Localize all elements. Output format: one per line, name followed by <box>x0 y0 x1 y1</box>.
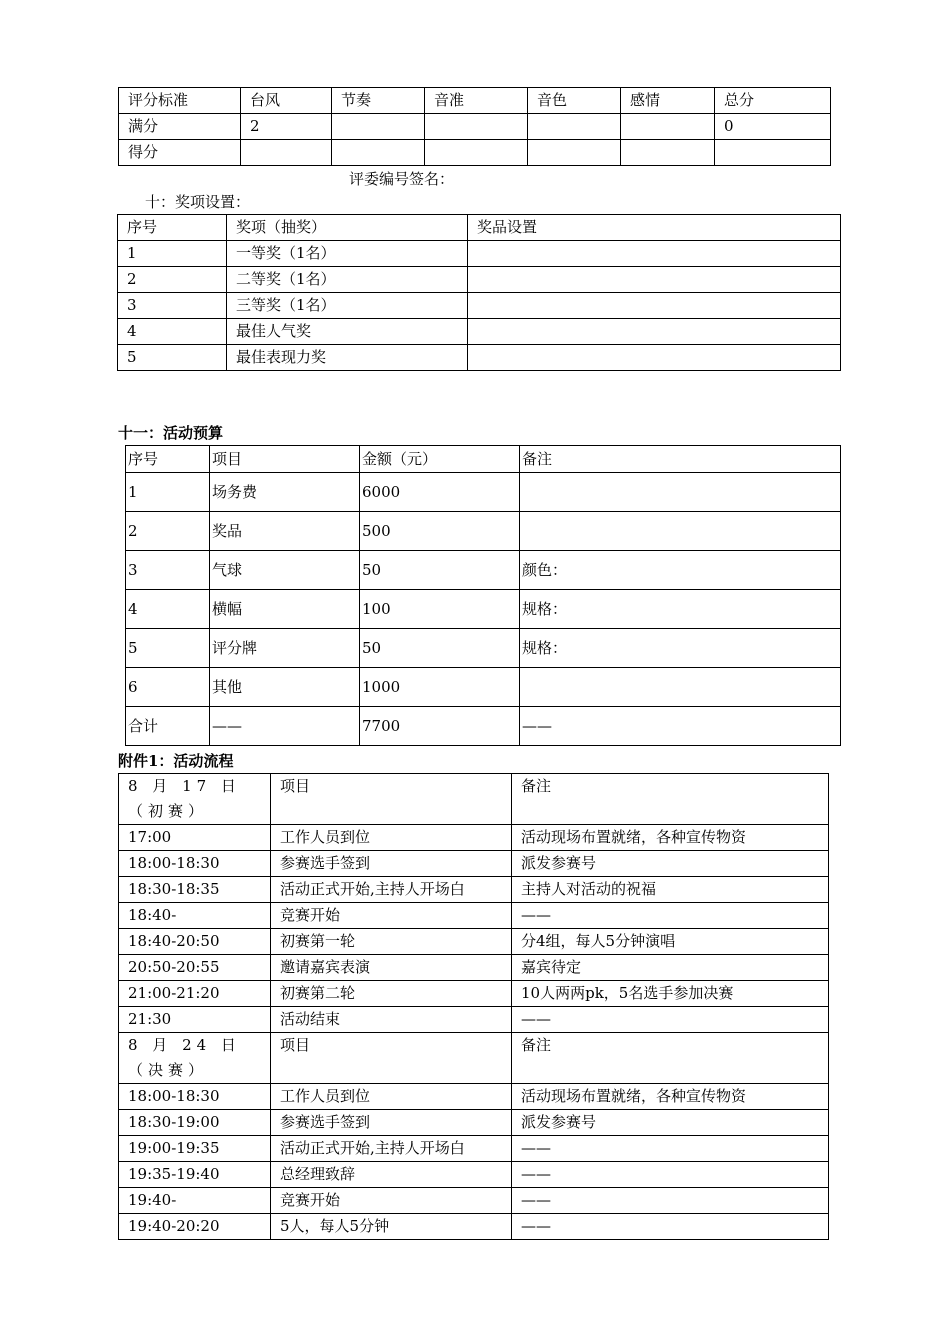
score-cell <box>425 114 528 140</box>
flow-cell: —— <box>512 1007 829 1033</box>
score-cell <box>528 114 621 140</box>
flow-header-cell: 备注 <box>512 1033 829 1084</box>
table-row <box>119 825 829 851</box>
score-header-cell: 节奏 <box>332 88 425 114</box>
flow-table <box>118 773 829 1240</box>
budget-table <box>125 445 841 746</box>
table-row <box>126 473 841 512</box>
budget-total-row <box>126 707 841 746</box>
flow-cell: 活动结束 <box>271 1007 512 1033</box>
budget-cell: 规格： <box>520 590 841 629</box>
awards-heading: 十：奖项设置： <box>145 193 251 211</box>
flow-cell: 派发参赛号 <box>512 851 829 877</box>
awards-cell: 三等奖（1名） <box>227 293 468 319</box>
table-row <box>119 1214 829 1240</box>
table-row <box>119 955 829 981</box>
budget-cell: 50 <box>360 551 520 590</box>
budget-cell: 横幅 <box>210 590 360 629</box>
flow-cell: 竞赛开始 <box>271 903 512 929</box>
flow-header-cell: 备注 <box>512 774 829 825</box>
budget-header-cell: 备注 <box>520 446 841 473</box>
budget-cell: 50 <box>360 629 520 668</box>
budget-header-cell: 项目 <box>210 446 360 473</box>
score-got-row <box>119 140 831 166</box>
flow-cell: 活动现场布置就绪，各种宣传物资 <box>512 825 829 851</box>
flow-cell: 19:40- <box>119 1188 271 1214</box>
awards-cell: 二等奖（1名） <box>227 267 468 293</box>
table-row <box>119 929 829 955</box>
final-header-row <box>119 1033 829 1084</box>
flow-cell: 初赛第一轮 <box>271 929 512 955</box>
table-row <box>119 1007 829 1033</box>
awards-cell: 最佳人气奖 <box>227 319 468 345</box>
flow-cell: 竞赛开始 <box>271 1188 512 1214</box>
flow-cell: —— <box>512 1136 829 1162</box>
score-header-cell: 音色 <box>528 88 621 114</box>
flow-cell: 21:30 <box>119 1007 271 1033</box>
score-cell <box>332 114 425 140</box>
table-row <box>119 877 829 903</box>
flow-cell: —— <box>512 1214 829 1240</box>
flow-cell: 19:35-19:40 <box>119 1162 271 1188</box>
score-cell <box>241 140 332 166</box>
budget-header-cell: 金额（元） <box>360 446 520 473</box>
score-cell: 0 <box>715 114 831 140</box>
score-header-cell: 音准 <box>425 88 528 114</box>
budget-cell: 6 <box>126 668 210 707</box>
budget-cell: 1000 <box>360 668 520 707</box>
awards-cell <box>468 293 841 319</box>
score-header-cell: 总分 <box>715 88 831 114</box>
flow-cell: 17:00 <box>119 825 271 851</box>
flow-cell: 邀请嘉宾表演 <box>271 955 512 981</box>
flow-cell: 嘉宾待定 <box>512 955 829 981</box>
flow-cell: 派发参赛号 <box>512 1110 829 1136</box>
flow-cell: 18:00-18:30 <box>119 851 271 877</box>
table-row <box>126 551 841 590</box>
table-row <box>126 512 841 551</box>
budget-cell: 颜色： <box>520 551 841 590</box>
flow-cell: 活动正式开始,主持人开场白 <box>271 1136 512 1162</box>
flow-cell: 18:40- <box>119 903 271 929</box>
budget-cell: 奖品 <box>210 512 360 551</box>
final-date-cell: 8 月 24 日（决赛） <box>119 1033 271 1084</box>
flow-heading: 附件1：活动流程 <box>118 752 234 770</box>
table-row <box>119 1136 829 1162</box>
flow-header-cell: 项目 <box>271 1033 512 1084</box>
budget-cell: 6000 <box>360 473 520 512</box>
awards-cell <box>468 319 841 345</box>
score-cell <box>425 140 528 166</box>
budget-cell: —— <box>520 707 841 746</box>
score-header-cell: 台风 <box>241 88 332 114</box>
budget-cell <box>520 473 841 512</box>
flow-cell: —— <box>512 1162 829 1188</box>
score-cell <box>715 140 831 166</box>
flow-cell: 20:50-20:55 <box>119 955 271 981</box>
table-row <box>118 293 841 319</box>
table-row <box>118 319 841 345</box>
score-header-cell: 感情 <box>621 88 715 114</box>
table-row <box>119 903 829 929</box>
budget-cell: 评分牌 <box>210 629 360 668</box>
awards-cell: 最佳表现力奖 <box>227 345 468 371</box>
awards-cell <box>468 267 841 293</box>
budget-cell: 7700 <box>360 707 520 746</box>
awards-cell <box>468 345 841 371</box>
table-row <box>119 1084 829 1110</box>
flow-cell: 参赛选手签到 <box>271 1110 512 1136</box>
budget-cell: 合计 <box>126 707 210 746</box>
score-cell <box>332 140 425 166</box>
flow-cell: 18:30-19:00 <box>119 1110 271 1136</box>
flow-cell: 分4组，每人5分钟演唱 <box>512 929 829 955</box>
budget-header-cell: 序号 <box>126 446 210 473</box>
awards-cell: 1 <box>118 241 227 267</box>
flow-cell: —— <box>512 1188 829 1214</box>
awards-header-cell: 序号 <box>118 215 227 241</box>
table-row <box>126 590 841 629</box>
table-row <box>118 345 841 371</box>
awards-header-cell: 奖项（抽奖） <box>227 215 468 241</box>
flow-cell: 10人两两pk，5名选手参加决赛 <box>512 981 829 1007</box>
budget-cell: 2 <box>126 512 210 551</box>
flow-cell: 活动正式开始,主持人开场白 <box>271 877 512 903</box>
flow-cell: 工作人员到位 <box>271 825 512 851</box>
budget-cell: 1 <box>126 473 210 512</box>
table-row <box>126 668 841 707</box>
score-table <box>118 87 831 166</box>
flow-cell: 初赛第二轮 <box>271 981 512 1007</box>
table-row <box>119 1188 829 1214</box>
flow-cell: 19:00-19:35 <box>119 1136 271 1162</box>
table-row <box>126 629 841 668</box>
table-row <box>119 851 829 877</box>
budget-cell: 5 <box>126 629 210 668</box>
flow-cell: 主持人对活动的祝福 <box>512 877 829 903</box>
budget-heading: 十一：活动预算 <box>118 424 224 442</box>
score-cell <box>528 140 621 166</box>
judge-sign-label: 评委编号签名： <box>349 170 455 188</box>
score-full-row <box>119 114 831 140</box>
budget-cell <box>520 512 841 551</box>
budget-cell: 场务费 <box>210 473 360 512</box>
awards-cell: 4 <box>118 319 227 345</box>
budget-cell: 3 <box>126 551 210 590</box>
budget-cell: 100 <box>360 590 520 629</box>
score-header-cell: 评分标准 <box>119 88 241 114</box>
flow-cell: 参赛选手签到 <box>271 851 512 877</box>
budget-cell: 其他 <box>210 668 360 707</box>
budget-cell: 气球 <box>210 551 360 590</box>
budget-cell: 规格： <box>520 629 841 668</box>
awards-cell: 5 <box>118 345 227 371</box>
awards-header-row <box>118 215 841 241</box>
score-cell: 得分 <box>119 140 241 166</box>
awards-cell: 一等奖（1名） <box>227 241 468 267</box>
flow-cell: 21:00-21:20 <box>119 981 271 1007</box>
flow-cell: 总经理致辞 <box>271 1162 512 1188</box>
budget-header-row <box>126 446 841 473</box>
table-row <box>119 981 829 1007</box>
budget-cell <box>520 668 841 707</box>
budget-cell: —— <box>210 707 360 746</box>
awards-header-cell: 奖品设置 <box>468 215 841 241</box>
score-cell: 满分 <box>119 114 241 140</box>
awards-cell <box>468 241 841 267</box>
flow-cell: 5人，每人5分钟 <box>271 1214 512 1240</box>
table-row <box>118 241 841 267</box>
table-row <box>119 1162 829 1188</box>
table-row <box>119 1110 829 1136</box>
score-cell <box>621 140 715 166</box>
budget-cell: 500 <box>360 512 520 551</box>
prelim-header-row <box>119 774 829 825</box>
flow-header-cell: 项目 <box>271 774 512 825</box>
flow-cell: 18:30-18:35 <box>119 877 271 903</box>
flow-cell: 19:40-20:20 <box>119 1214 271 1240</box>
score-header-row <box>119 88 831 114</box>
awards-table <box>117 214 841 371</box>
score-cell <box>621 114 715 140</box>
flow-cell: —— <box>512 903 829 929</box>
flow-cell: 活动现场布置就绪，各种宣传物资 <box>512 1084 829 1110</box>
flow-cell: 工作人员到位 <box>271 1084 512 1110</box>
flow-cell: 18:00-18:30 <box>119 1084 271 1110</box>
awards-cell: 3 <box>118 293 227 319</box>
budget-cell: 4 <box>126 590 210 629</box>
awards-cell: 2 <box>118 267 227 293</box>
prelim-date-cell: 8 月 17 日（初赛） <box>119 774 271 825</box>
score-cell: 2 <box>241 114 332 140</box>
table-row <box>118 267 841 293</box>
flow-cell: 18:40-20:50 <box>119 929 271 955</box>
